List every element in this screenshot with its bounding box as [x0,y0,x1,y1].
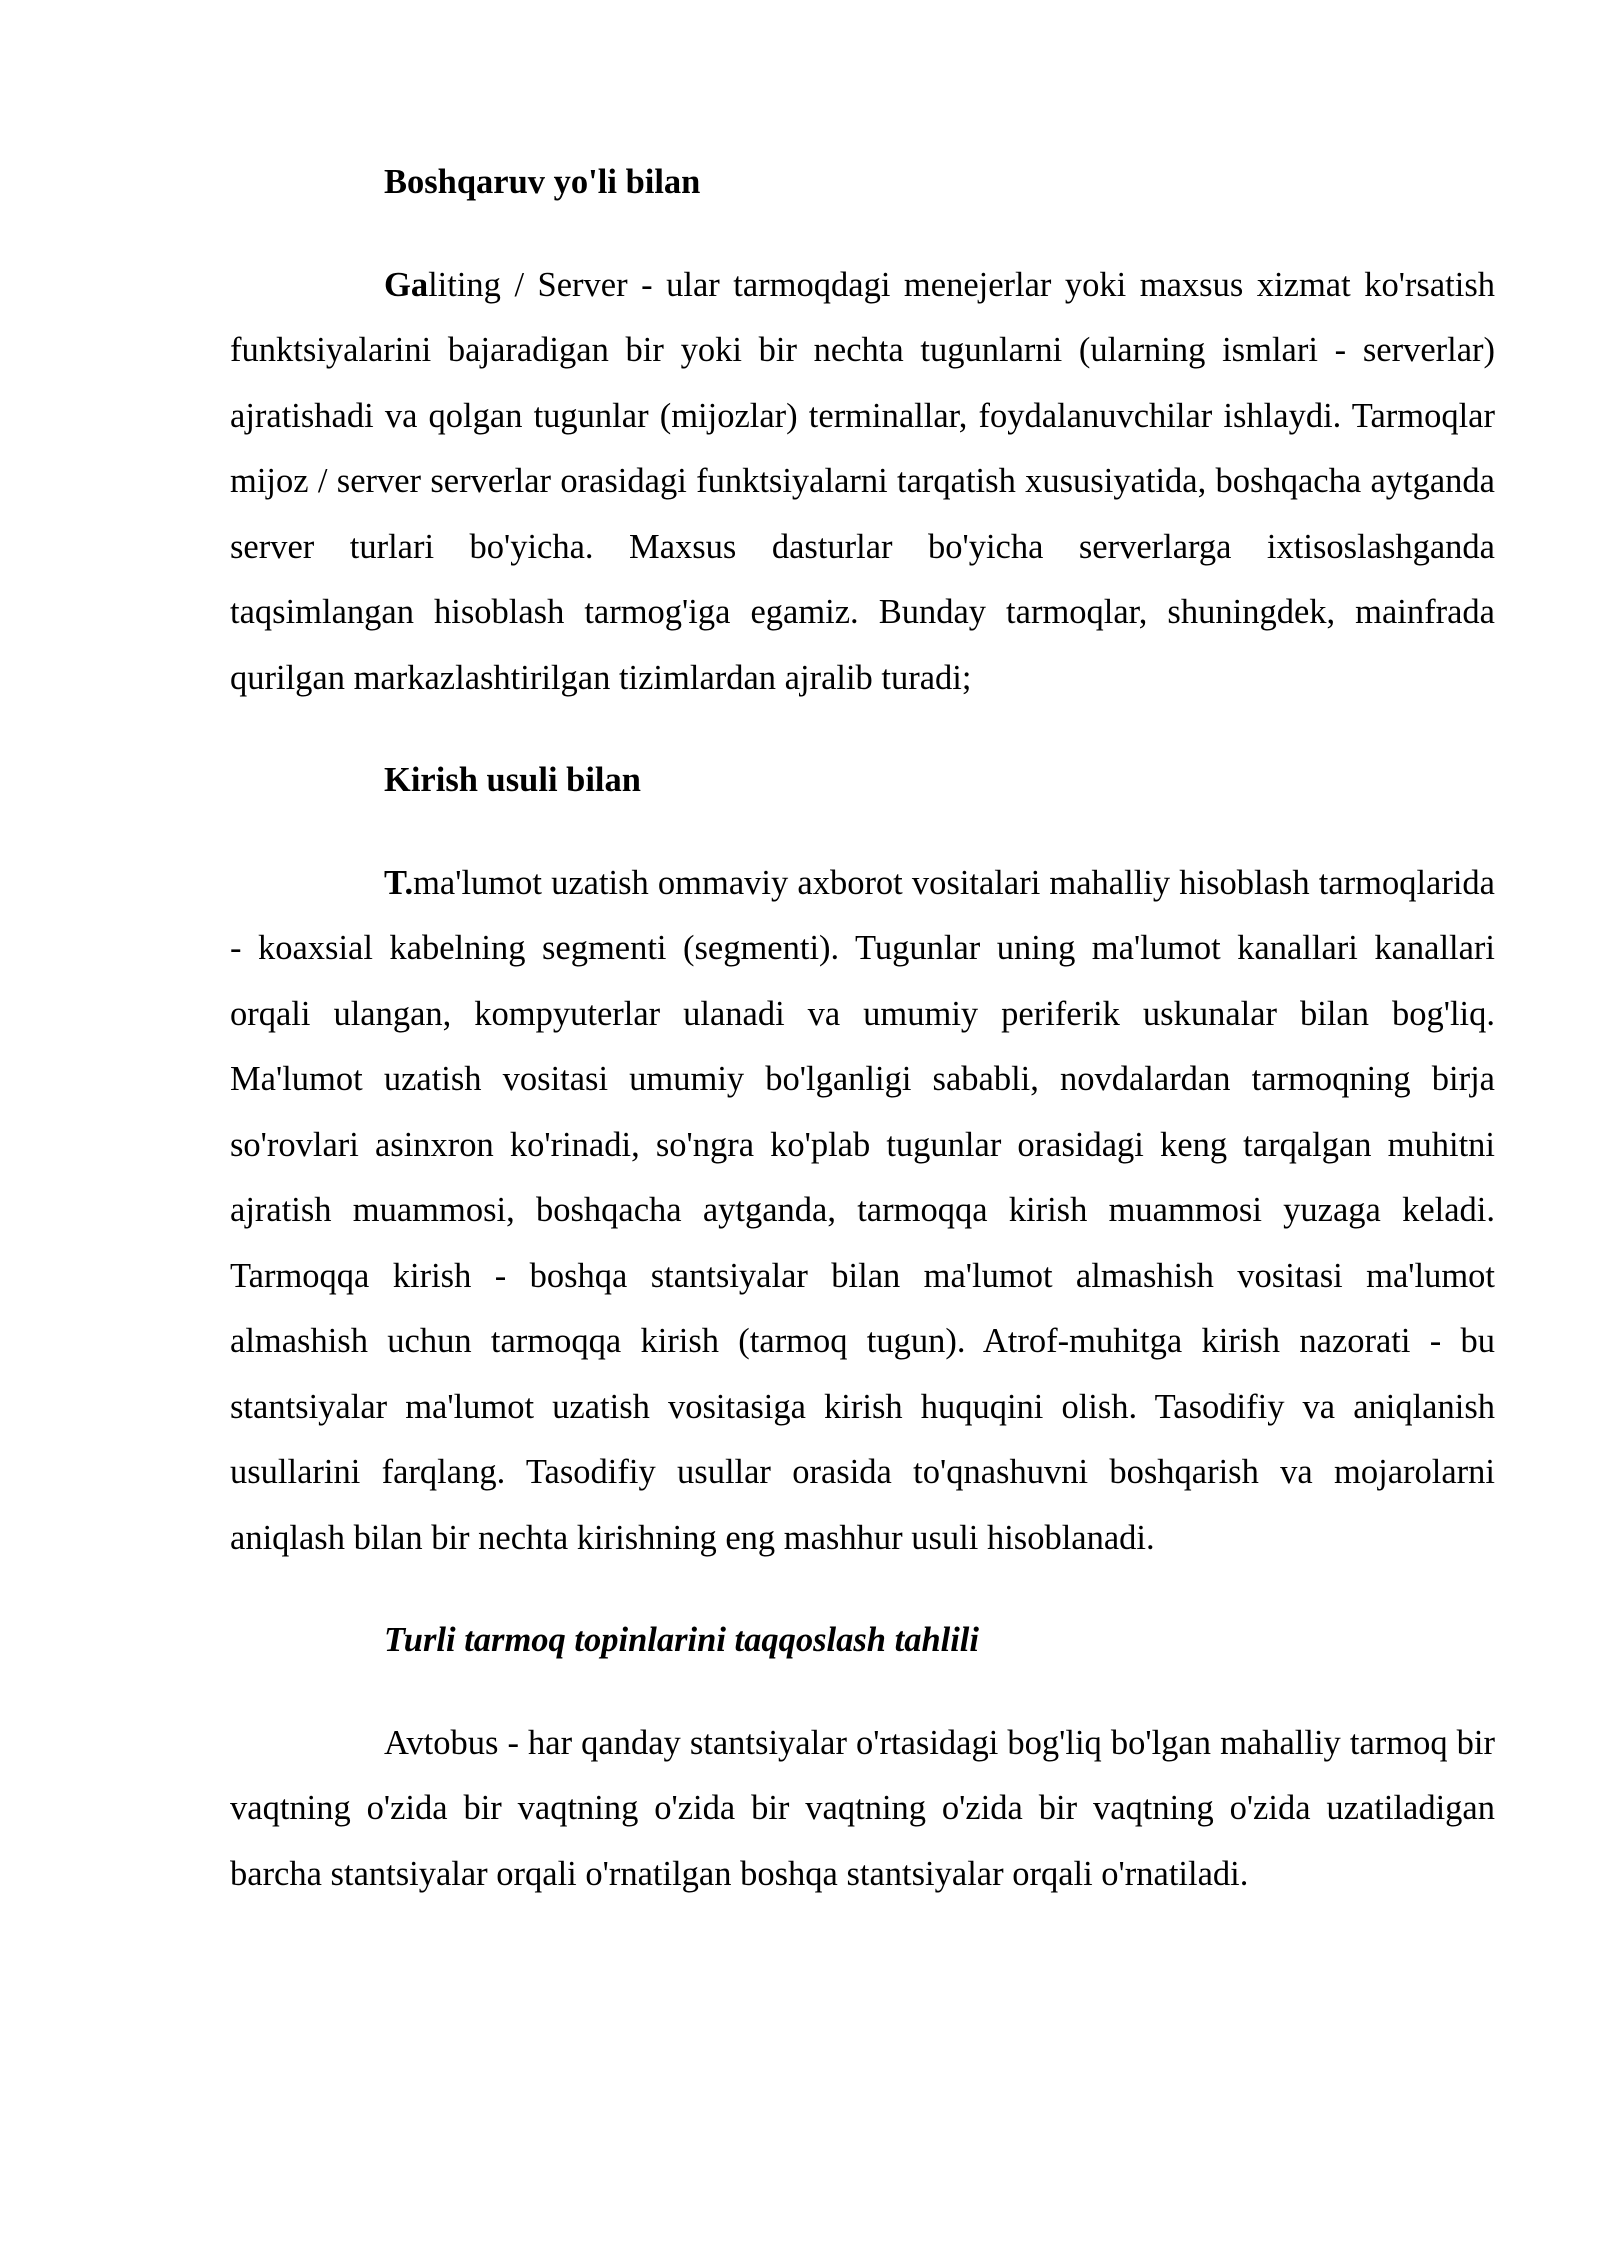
paragraph-lead: T. [384,863,414,902]
section-heading-control-path: Boshqaruv yo'li bilan [384,163,701,201]
section-heading-topology-analysis: Turli tarmoq topinlarini taqqoslash tahlili [384,1621,979,1659]
document-body [230,150,1495,1907]
paragraph-access-method [230,851,1495,1572]
section-heading-access-method: Kirish usuli bilan [384,761,641,799]
paragraph-lead: Ga [384,265,429,304]
paragraph-text: liting / Server - ular tarmoqdagi menejerlar yoki maxsus xizmat ko'rsatish funktsiyalarini bajaradigan bir yoki bir nechta tugunlarni (ularning ismlari - serverlar) ajratishadi va qolgan tugunlar (mijozlar) terminallar, foydalanuvchilar ishlaydi. Tarmoqlar mijoz / server serverlar orasidagi funktsiyalarni tarqatish xususiyatida, boshqacha aytganda server turlari bo'yicha. Maxsus dasturlar bo'yicha serverlarga ixtisoslashganda taqsimlangan hisoblash tarmog'iga egamiz. Bunday tarmoqlar, shuningdek, mainfrada qurilgan markazlashtirilgan tizimlardan ajralib turadi; [230,265,1495,697]
paragraph-bus-topology [230,1711,1495,1908]
paragraph-text: Avtobus - har qanday stantsiyalar o'rtasidagi bog'liq bo'lgan mahalliy tarmoq bir vaqtning o'zida bir vaqtning o'zida bir vaqtning o'zida bir vaqtning o'zida uzatiladigan barcha stantsiyalar orqali o'rnatilgan boshqa stantsiyalar orqali o'rnatiladi. [230,1723,1495,1893]
paragraph-text: ma'lumot uzatish ommaviy axborot vositalari mahalliy hisoblash tarmoqlarida - koaxsial kabelning segmenti (segmenti). Tugunlar uning ma'lumot kanallari kanallari orqali ulangan, kompyuterlar ulanadi va umumiy periferik uskunalar bilan bog'liq. Ma'lumot uzatish vositasi umumiy bo'lganligi sababli, novdalardan tarmoqning birja so'rovlari asinxron ko'rinadi, so'ngra ko'plab tugunlar orasidagi keng tarqalgan muhitni ajratish muammosi, boshqacha aytganda, tarmoqqa kirish muammosi yuzaga keladi. Tarmoqqa kirish - boshqa stantsiyalar bilan ma'lumot almashish vositasi ma'lumot almashish uchun tarmoqqa kirish (tarmoq tugun). Atrof-muhitga kirish nazorati - bu stantsiyalar ma'lumot uzatish vositasiga kirish huquqini olish. Tasodifiy va aniqlanish usullarini farqlang. Tasodifiy usullar orasida to'qnashuvni boshqarish va mojarolarni aniqlash bilan bir nechta kirishning eng mashhur usuli hisoblanadi. [230,863,1495,1557]
paragraph-client-server [230,253,1495,712]
